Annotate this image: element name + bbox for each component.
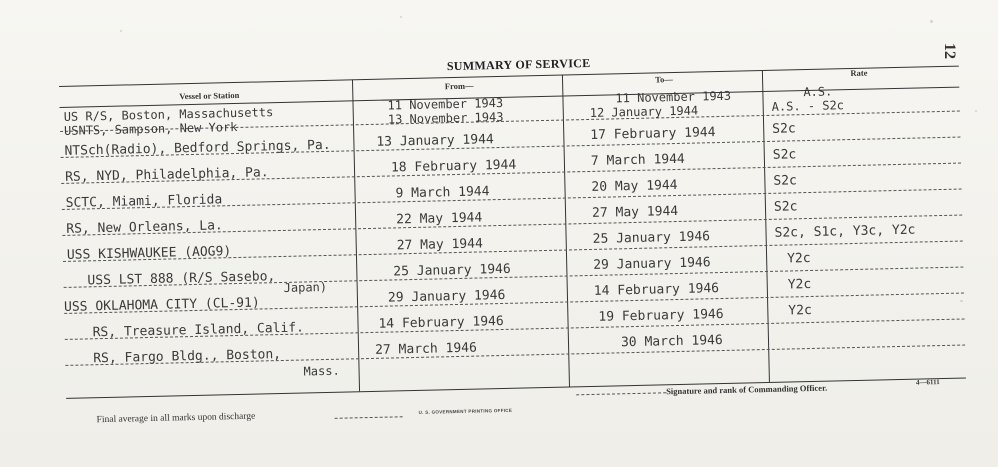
final-average-line xyxy=(335,416,403,419)
cell-from: 13 November 1943 xyxy=(387,109,504,127)
column-divider xyxy=(762,70,770,382)
cell-to: 29 January 1946 xyxy=(593,255,711,273)
cell-to: 20 May 1944 xyxy=(591,177,678,195)
cell-from: 27 March 1946 xyxy=(374,340,478,358)
page-number: 12 xyxy=(941,43,958,59)
cell-rate: Y2c xyxy=(788,302,812,319)
cell-rate: S2c xyxy=(772,121,796,137)
header-to: To— xyxy=(655,74,673,85)
cell-vessel: USS OKLAHOMA CITY (CL-91) xyxy=(63,295,260,315)
cell-vessel: USS KISHWAUKEE (AOG9) xyxy=(66,244,232,263)
paper-speck xyxy=(400,16,402,18)
signature-label: Signature and rank of Commanding Officer. xyxy=(666,382,828,397)
cell-rate: S2c xyxy=(772,147,797,163)
cell-to: 17 February 1944 xyxy=(590,125,716,143)
cell-from: 25 January 1946 xyxy=(393,261,511,280)
printing-office-imprint: U. S. GOVERNMENT PRINTING OFFICE xyxy=(418,407,513,415)
form-title: SUMMARY OF SERVICE xyxy=(446,55,591,74)
paper-speck xyxy=(975,110,977,112)
cell-to: 30 March 1946 xyxy=(620,332,723,351)
cell-vessel: SCTC, Miami, Florida xyxy=(65,192,223,211)
cell-rate: S2c xyxy=(773,173,798,189)
cell-from: 9 March 1944 xyxy=(395,184,490,202)
header-vessel: Vessel or Station xyxy=(179,89,240,102)
cell-rate: Y2c xyxy=(787,276,812,293)
cell-rate: S2c xyxy=(773,199,798,215)
cell-from: 11 November 1943 xyxy=(387,95,504,113)
column-divider xyxy=(562,75,570,387)
cell-vessel: USNTS, Sampson, New York xyxy=(63,119,238,138)
cell-to: 25 January 1946 xyxy=(592,229,711,247)
summary-of-service-form xyxy=(58,20,967,440)
cell-from: 14 February 1946 xyxy=(378,313,504,332)
cell-from: 13 January 1944 xyxy=(376,132,494,150)
cell-from: 18 February 1944 xyxy=(390,157,517,176)
cell-to: 11 November 1943 xyxy=(615,88,732,106)
cell-rate: A.S. - S2c xyxy=(771,98,845,114)
cell-to: 14 February 1946 xyxy=(593,281,720,299)
cell-vessel: NTSch(Radio), Bedford Springs, Pa. xyxy=(64,137,331,159)
cell-vessel: RS, Fargo Bldg., Boston, xyxy=(93,347,282,367)
cell-to: 12 January 1944 xyxy=(589,103,699,120)
header-from: From— xyxy=(444,80,474,92)
cell-vessel: USS LST 888 (R/S Sasebo, xyxy=(87,269,276,289)
cell-vessel: RS, Treasure Island, Calif. xyxy=(92,320,305,341)
cell-vessel: RS, New Orleans, La. xyxy=(66,218,223,237)
cell-to: 7 March 1944 xyxy=(590,151,685,169)
form-code: 4—6111 xyxy=(915,378,940,387)
cell-rate: S2c, S1c, Y3c, Y2c xyxy=(774,222,916,241)
cell-vessel-continued: Mass. xyxy=(303,363,340,379)
cell-from: 22 May 1944 xyxy=(395,210,483,228)
signature-line xyxy=(576,392,666,395)
cell-vessel: US R/S, Boston, Massachusetts xyxy=(63,105,274,124)
cell-to: 27 May 1944 xyxy=(591,203,679,221)
paper-speck xyxy=(120,30,122,32)
cell-rate: Y2c xyxy=(786,250,811,267)
cell-to: 19 February 1946 xyxy=(598,306,724,325)
header-rate: Rate xyxy=(850,67,868,79)
cell-vessel-continued: Japan) xyxy=(283,279,328,295)
cell-from: 27 May 1944 xyxy=(396,236,483,254)
cell-from: 29 January 1946 xyxy=(387,287,506,306)
cell-rate: A.S. xyxy=(803,84,833,100)
table-bottom-rule xyxy=(66,377,966,398)
final-average-label: Final average in all marks upon discharge xyxy=(96,411,256,426)
column-divider xyxy=(352,79,360,391)
cell-vessel: RS, NYD, Philadelphia, Pa. xyxy=(64,165,269,185)
